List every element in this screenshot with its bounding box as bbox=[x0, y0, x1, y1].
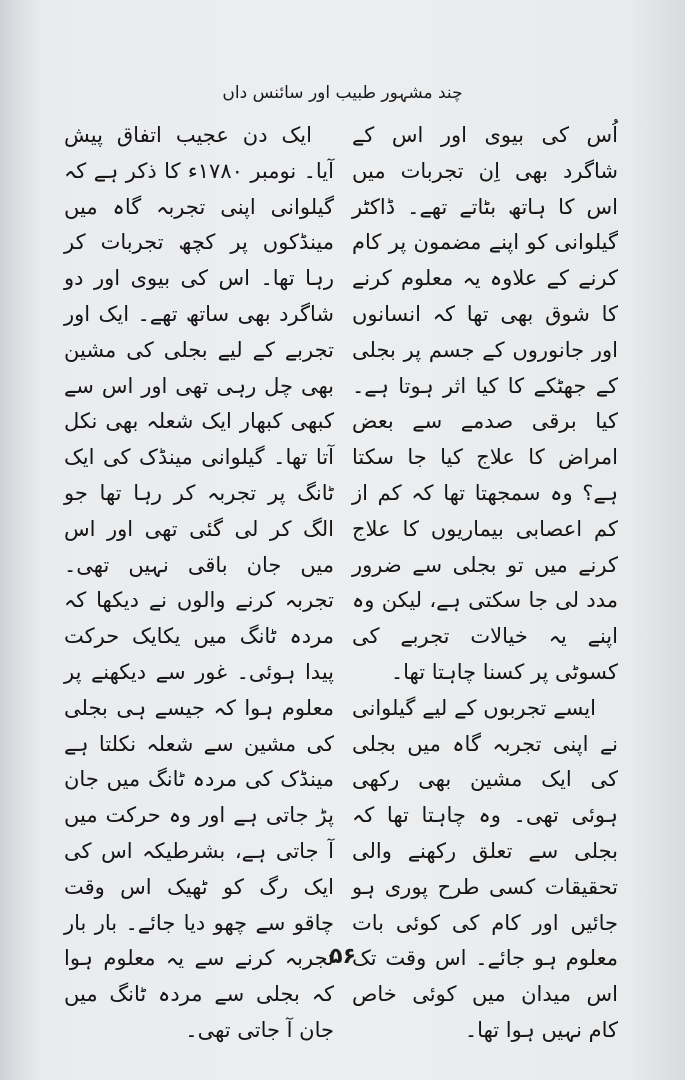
running-header: چند مشہور طبیب اور سائنس داں bbox=[222, 83, 463, 103]
page-number: ۵۶ bbox=[329, 944, 356, 969]
right-text-column bbox=[352, 118, 618, 1049]
left-text-column bbox=[64, 118, 334, 1049]
paragraph: ایک دن عجیب اتفاق پیش آیا۔ نومبر ۱۷۸۰ء کا ذکر ہے کہ گیلوانی اپنی تجربہ گاہ میں مینڈکوں پر کچھ تجربات کر رہا تھا۔ اس کی بیوی اور دو شاگرد بھی ساتھ تھے۔ ایک اور تجربے کے لیے بجلی کی مشین بھی چل رہی تھی اور اس سے کبھی کبھار ایک شعلہ بھی نکل آتا تھا۔ گیلوانی مینڈک کی ایک ٹانگ پر تجربہ کر رہا تھا جو الگ کر لی گئی تھی اور اس میں جان باقی نہیں تھی۔ تجربہ کرنے والوں نے دیکھا کہ مردہ ٹانگ میں یکایک حرکت پیدا ہوئی۔ غور سے دیکھنے پر معلوم ہوا کہ جیسے ہی بجلی کی مشین سے شعلہ نکلتا ہے مینڈک کی مردہ ٹانگ میں جان پڑ جاتی ہے اور وہ حرکت میں آ جاتی ہے، بشرطیکہ اس کی ایک رگ کو ٹھیک اس وقت چاقو سے چھو دیا جائے۔ بار بار تجربہ کرنے سے یہ معلوم ہوا کہ بجلی سے مردہ ٹانگ میں جان آ جاتی تھی۔ bbox=[64, 123, 334, 1042]
paragraph: اُس کی بیوی اور اس کے شاگرد بھی اِن تجربات میں اس کا ہاتھ بٹاتے تھے۔ ڈاکٹر گیلوانی کو اپنے مضمون پر کام کرنے کے علاوہ یہ معلوم کرنے کا شوق بھی تھا کہ انسانوں اور جانوروں کے جسم پر بجلی کے جھٹکے کا کیا اثر ہوتا ہے۔ کیا برقی صدمے سے بعض امراض کا علاج کیا جا سکتا ہے؟ وہ سمجھتا تھا کہ کم از کم اعصابی بیماریوں کا علاج کرنے میں تو بجلی سے ضرور مدد لی جا سکتی ہے، لیکن وہ اپنے یہ خیالات تجربے کی کسوٹی پر کسنا چاہتا تھا۔ bbox=[352, 123, 618, 684]
paragraph: ایسے تجربوں کے لیے گیلوانی نے اپنی تجربہ گاہ میں بجلی کی ایک مشین بھی رکھی ہوئی تھی۔ وہ چاہتا تھا کہ بجلی سے تعلق رکھنے والی تحقیقات کسی طرح پوری ہو جائیں اور کام کی کوئی بات معلوم ہو جائے۔ اس وقت تک اس میدان میں کوئی خاص کام نہیں ہوا تھا۔ bbox=[352, 695, 618, 1042]
